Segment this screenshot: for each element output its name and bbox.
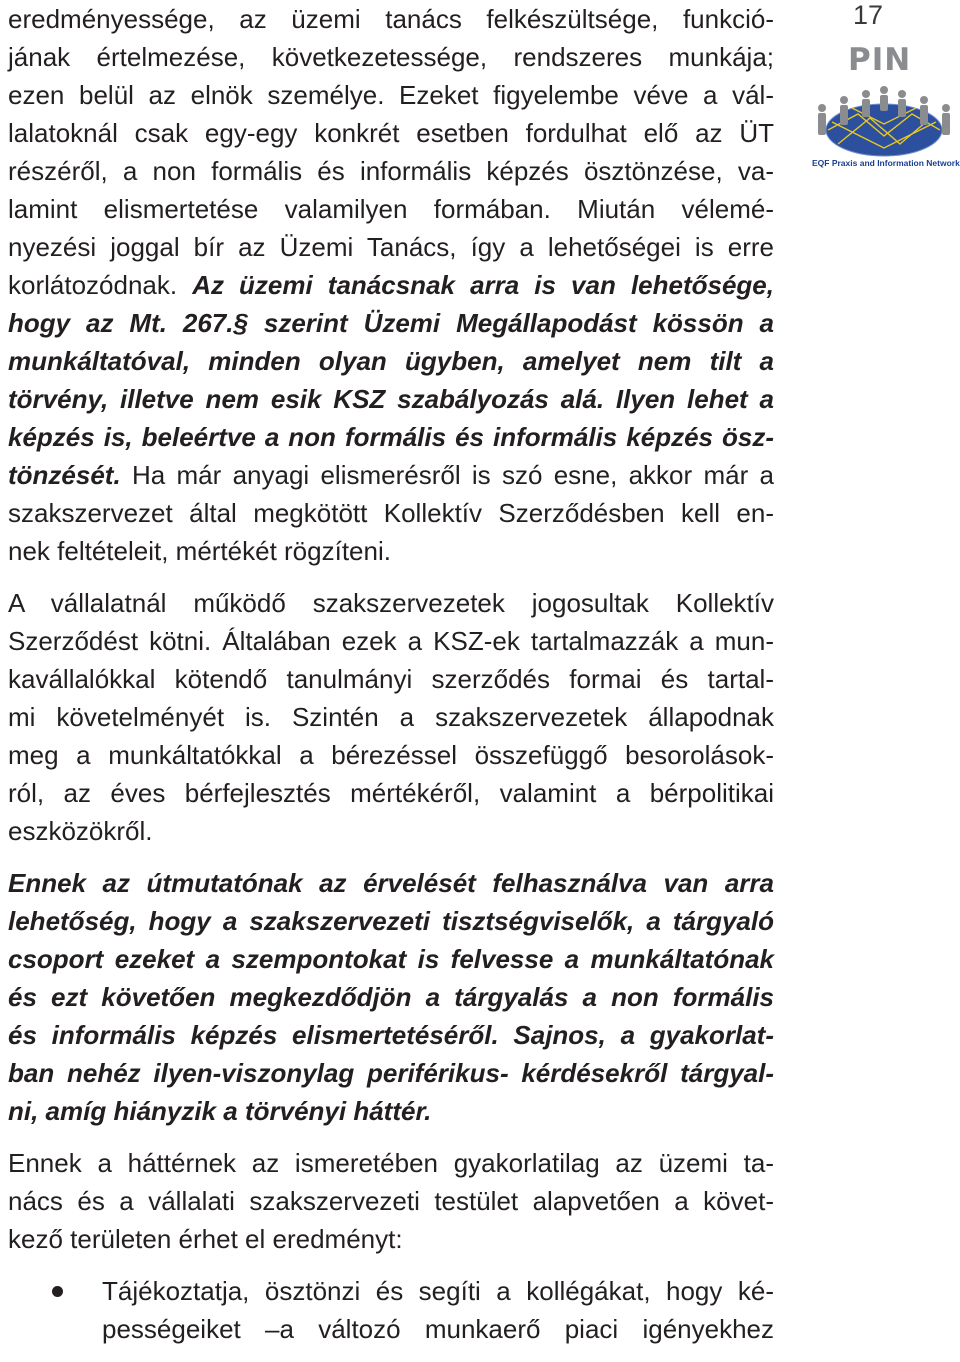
text-line [8,864,774,902]
emphasized-text: csoport ezeket a szempontokat is felvesse a munkáltatónak [8,944,774,974]
paragraph-gap [8,1130,774,1144]
body-text: ról, az éves bérfejlesztés mértékéről, valamint a bérpolitikai [8,778,774,808]
emphasized-text: és informális képzés elismertetéséről. Sajnos, a gyakorlat- [8,1020,774,1050]
text-line [8,228,774,266]
text-line [8,1310,774,1348]
body-text: Szerződést kötni. Általában ezek a KSZ-ek tartalmazzák a mun- [8,626,774,656]
list-item [8,1272,774,1348]
body-text: jának értelmezése, következetessége, rendszeres munkája; [8,42,774,72]
people-network-globe-icon [808,78,960,160]
body-text: Tájékoztatja, ösztönzi és segíti a kollégákat, hogy ké- [102,1276,774,1306]
text-line [8,418,774,456]
text-line [8,660,774,698]
paragraph [8,0,774,570]
body-text: mi követelményét is. Szintén a szakszervezetek állapodnak [8,702,774,732]
page-number: 17 [852,0,884,30]
text-line [8,456,774,494]
logo-wordmark: PIN [848,42,912,78]
body-text: nyezési joggal bír az Üzemi Tanács, így a lehetőségei is erre [8,232,774,262]
text-line [8,1054,774,1092]
body-text: korlátozódnak. [8,270,193,300]
text-line [8,622,774,660]
text-line [8,380,774,418]
paragraph-gap [8,1258,774,1272]
text-line [8,1220,774,1258]
paragraph-gap [8,850,774,864]
body-text: részéről, a non formális és informális képzés ösztönzése, va- [8,156,774,186]
body-text: eszközökről. [8,816,153,846]
paragraph-gap [8,570,774,584]
bullet-icon [52,1286,63,1297]
body-text: szakszervezet által megkötött Kollektív Szerződésben kell en- [8,498,774,528]
text-line [8,76,774,114]
emphasized-text: ni, amíg hiányzik a törvényi háttér. [8,1096,432,1126]
emphasized-text: és ezt követően megkezdődjön a tárgyalás a non formális [8,982,774,1012]
emphasized-text: lehetőség, hogy a szakszervezeti tisztségviselők, a tárgyaló [8,906,774,936]
text-line [8,902,774,940]
text-line [8,190,774,228]
emphasized-text: ban nehéz ilyen-viszonylag periférikus- kérdésekről tárgyal- [8,1058,774,1088]
body-text: lamint elismertetése valamilyen formában. Miután vélemé- [8,194,774,224]
text-line [8,940,774,978]
emphasized-text: hogy az Mt. 267.§ szerint Üzemi Megállapodást kössön a [8,308,774,338]
body-text: kavállalókkal kötendő tanulmányi szerződés formai és tartal- [8,664,774,694]
body-text: lalatoknál csak egy-egy konkrét esetben fordulhat elő az ÜT [8,118,774,148]
body-text: Ennek a háttérnek az ismeretében gyakorlatilag az üzemi ta- [8,1148,774,1178]
text-line [8,1144,774,1182]
text-line [8,774,774,812]
body-text: kező területen érhet el eredményt: [8,1224,403,1254]
emphasized-text: munkáltatóval, minden olyan ügyben, amelyet nem tilt a [8,346,774,376]
text-line [8,38,774,76]
paragraph [8,864,774,1130]
text-line [8,114,774,152]
body-text: pességeiket –a változó munkaerő piaci igényekhez [102,1314,774,1344]
emphasized-text: képzés is, beleértve a non formális és informális képzés ösz- [8,422,774,452]
paragraph [8,584,774,850]
text-line [8,978,774,1016]
text-line [8,0,774,38]
text-line [8,342,774,380]
body-text: A vállalatnál működő szakszervezetek jogosultak Kollektív [8,588,774,618]
text-line [8,152,774,190]
body-text: nács és a vállalati szakszervezeti testület alapvetően a követ- [8,1186,774,1216]
text-line [8,1092,774,1130]
text-line [8,532,774,570]
text-line [8,812,774,850]
emphasized-text: törvény, illetve nem esik KSZ szabályozás alá. Ilyen lehet a [8,384,774,414]
text-line [8,698,774,736]
paragraph [8,1144,774,1258]
body-text: nek feltételeit, mértékét rögzíteni. [8,536,391,566]
text-line [8,1182,774,1220]
body-text: eredményessége, az üzemi tanács felkészültsége, funkció- [8,4,774,34]
pin-logo [808,42,960,174]
emphasized-text: Az üzemi tanácsnak arra is van lehetősége, [192,270,774,300]
emphasized-text: Ennek az útmutatónak az érvelését felhasználva van arra [8,868,774,898]
body-text-column [8,0,774,1348]
logo-tagline: EQF Praxis and Information Network [812,158,960,168]
body-text: Ha már anyagi elismerésről is szó esne, akkor már a [120,460,774,490]
text-line [8,1272,774,1310]
text-line [8,584,774,622]
text-line [8,736,774,774]
body-text: meg a munkáltatókkal a bérezéssel összefüggő besorolások- [8,740,774,770]
bullet-list [8,1272,774,1348]
body-text: ezen belül az elnök személye. Ezeket figyelembe véve a vál- [8,80,774,110]
emphasized-text: tönzését. [8,460,121,490]
text-line [8,494,774,532]
text-line [8,266,774,304]
text-line [8,304,774,342]
text-line [8,1016,774,1054]
